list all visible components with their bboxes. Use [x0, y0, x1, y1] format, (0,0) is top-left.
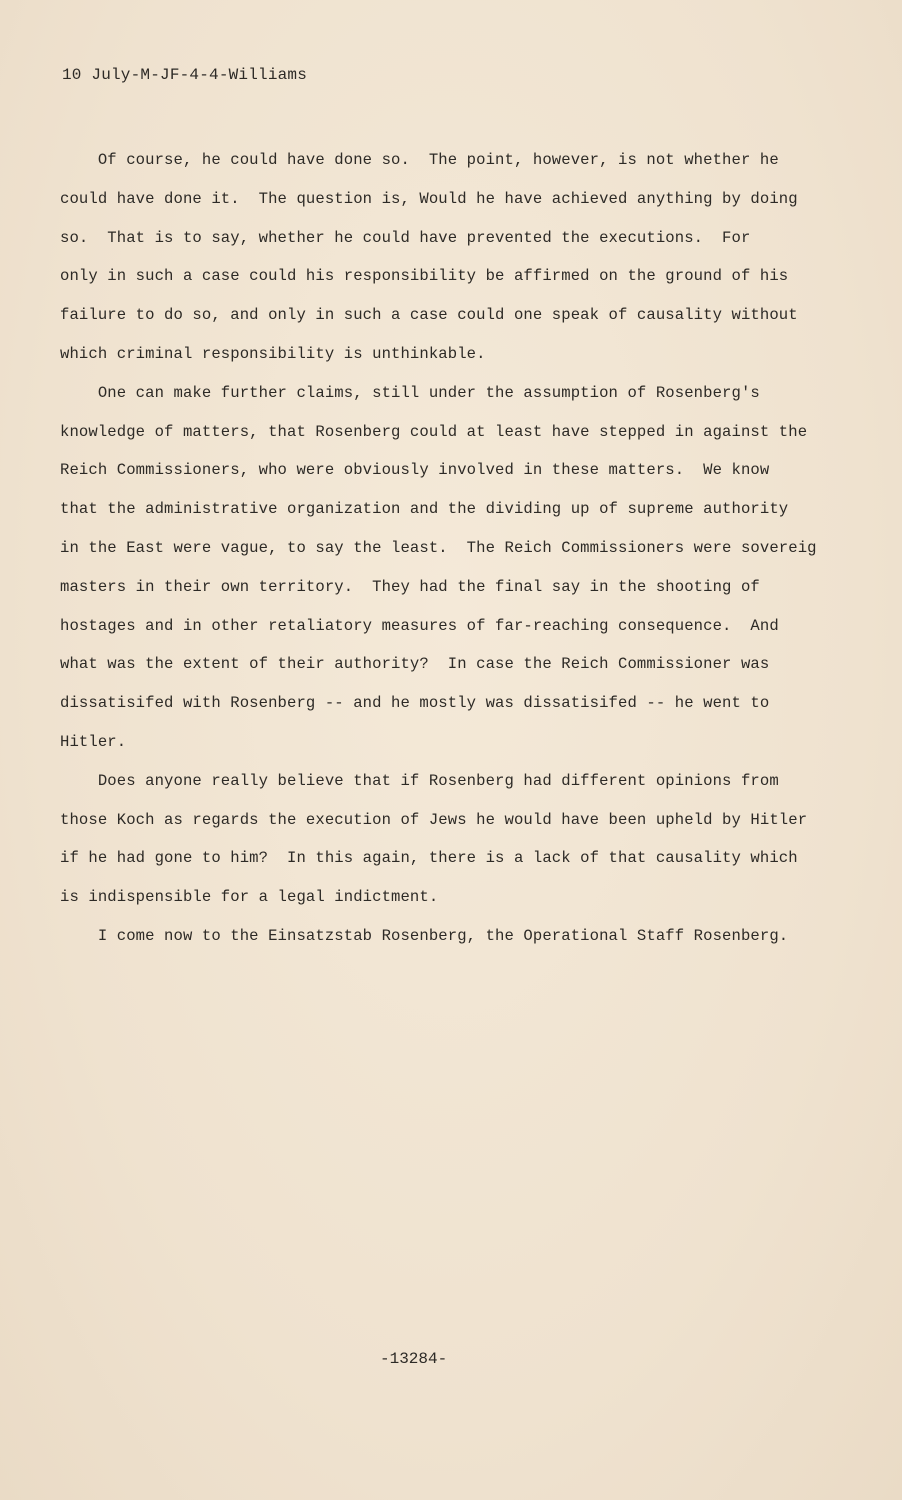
page-number: -13284-	[380, 1350, 448, 1368]
text-line: in the East were vague, to say the least. The Reich Commissioners were sovereig	[60, 538, 817, 557]
text-line: Hitler.	[60, 732, 127, 751]
text-line: dissatisifed with Rosenberg -- and he mostly was dissatisifed -- he went to	[60, 694, 770, 713]
text-line: if he had gone to him? In this again, there is a lack of that causality which	[60, 849, 798, 868]
text-line: knowledge of matters, that Rosenberg could at least have stepped in against the	[60, 422, 808, 441]
text-line: I come now to the Einsatzstab Rosenberg, the Operational Staff Rosenberg.	[60, 926, 789, 945]
text-line: so. That is to say, whether he could have prevented the executions. For	[60, 228, 751, 247]
text-line: those Koch as regards the execution of Jews he would have been upheld by Hitler	[60, 810, 808, 829]
text-line: Does anyone really believe that if Rosenberg had different opinions from	[60, 771, 779, 790]
text-line: hostages and in other retaliatory measures of far-reaching consequence. And	[60, 616, 779, 635]
text-line: what was the extent of their authority? In case the Reich Commissioner was	[60, 655, 770, 674]
text-line: failure to do so, and only in such a case could one speak of causality without	[60, 306, 798, 325]
text-line: that the administrative organization and the dividing up of supreme authority	[60, 500, 789, 519]
text-line: only in such a case could his responsibility be affirmed on the ground of his	[60, 267, 789, 286]
text-line: masters in their own territory. They had the final say in the shooting of	[60, 577, 760, 596]
text-line: Of course, he could have done so. The point, however, is not whether he	[60, 151, 779, 169]
document-body	[60, 141, 820, 956]
text-line: is indispensible for a legal indictment.	[60, 888, 439, 907]
text-line: which criminal responsibility is unthinkable.	[60, 344, 486, 363]
document-header: 10 July-M-JF-4-4-Williams	[62, 66, 308, 84]
text-line: One can make further claims, still under the assumption of Rosenberg's	[60, 383, 760, 402]
text-line: could have done it. The question is, Would he have achieved anything by doing	[60, 189, 798, 208]
text-line: Reich Commissioners, who were obviously involved in these matters. We know	[60, 461, 770, 480]
